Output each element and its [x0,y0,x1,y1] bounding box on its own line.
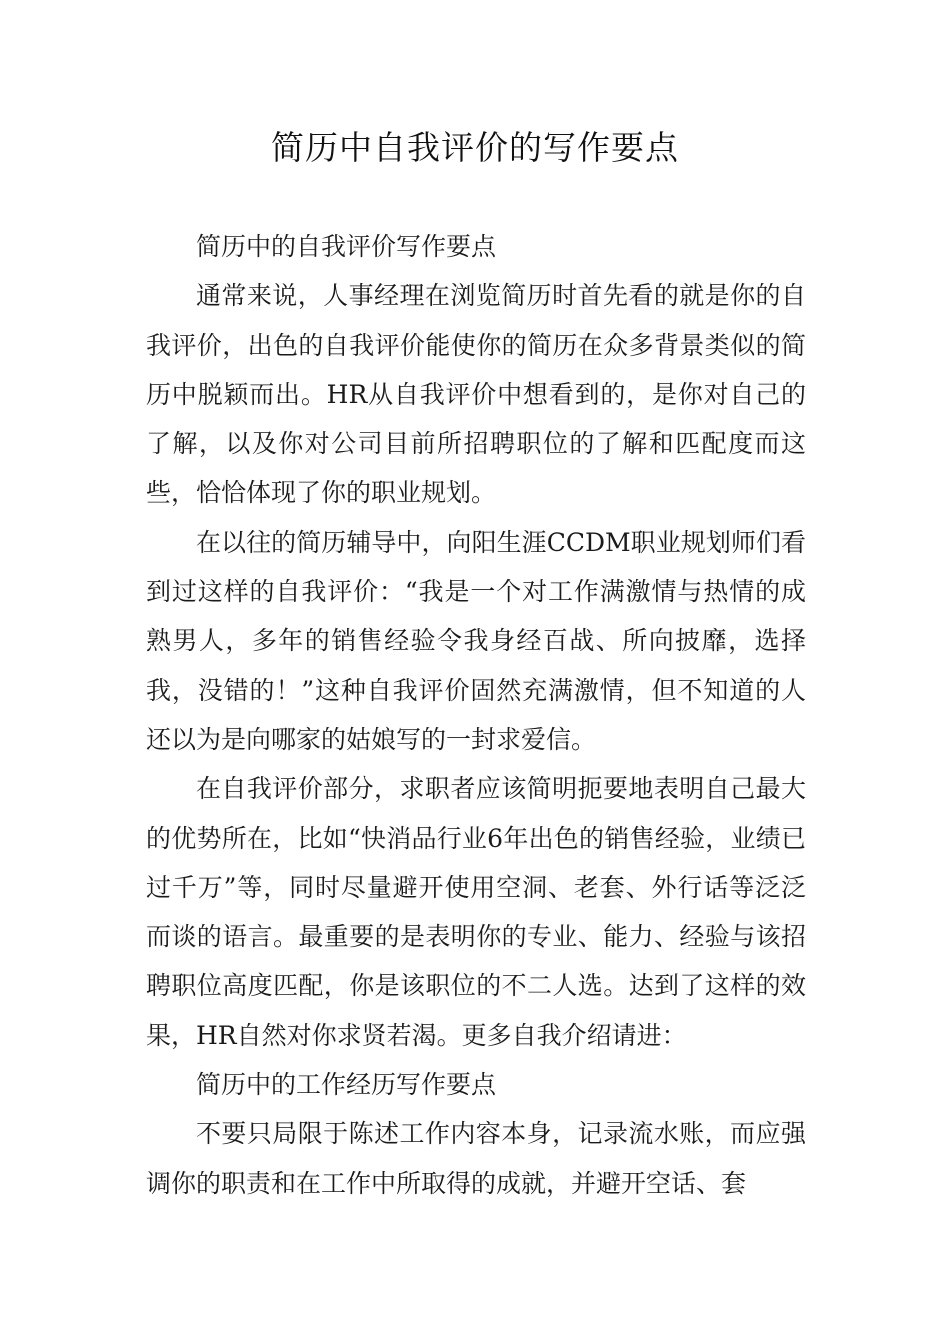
document-body [146,222,806,1208]
paragraph-intro: 通常来说，人事经理在浏览简历时首先看的就是你的自我评价，出色的自我评价能使你的简历在众多背景类似的简历中脱颖而出。HR从自我评价中想看到的，是你对自己的了解，以及你对公司目前所招聘职位的了解和匹配度而这些，恰恰体现了你的职业规划。 [146,281,806,508]
paragraph-advice: 在自我评价部分，求职者应该简明扼要地表明自己最大的优势所在，比如“快消品行业6年出色的销售经验，业绩已过千万”等，同时尽量避开使用空洞、老套、外行话等泛泛而谈的语言。最重要的是表明你的专业、能力、经验与该招聘职位高度匹配，你是该职位的不二人选。达到了这样的效果，HR自然对你求贤若渴。更多自我介绍请进： [146,774,806,1050]
section-heading-work-experience: 简历中的工作经历写作要点 [196,1070,497,1100]
paragraph-example: 在以往的简历辅导中，向阳生涯CCDM职业规划师们看到过这样的自我评价：“我是一个对工作满激情与热情的成熟男人，多年的销售经验令我身经百战、所向披靡，选择我，没错的！”这种自我评价固然充满激情，但不知道的人还以为是向哪家的姑娘写的一封求爱信。 [146,527,806,754]
document-title: 简历中自我评价的写作要点 [271,128,679,167]
paragraph-work-experience: 不要只局限于陈述工作内容本身，记录流水账，而应强调你的职责和在工作中所取得的成就，并避开空话、套 [146,1119,806,1198]
section-heading-self-evaluation: 简历中的自我评价写作要点 [196,232,497,261]
